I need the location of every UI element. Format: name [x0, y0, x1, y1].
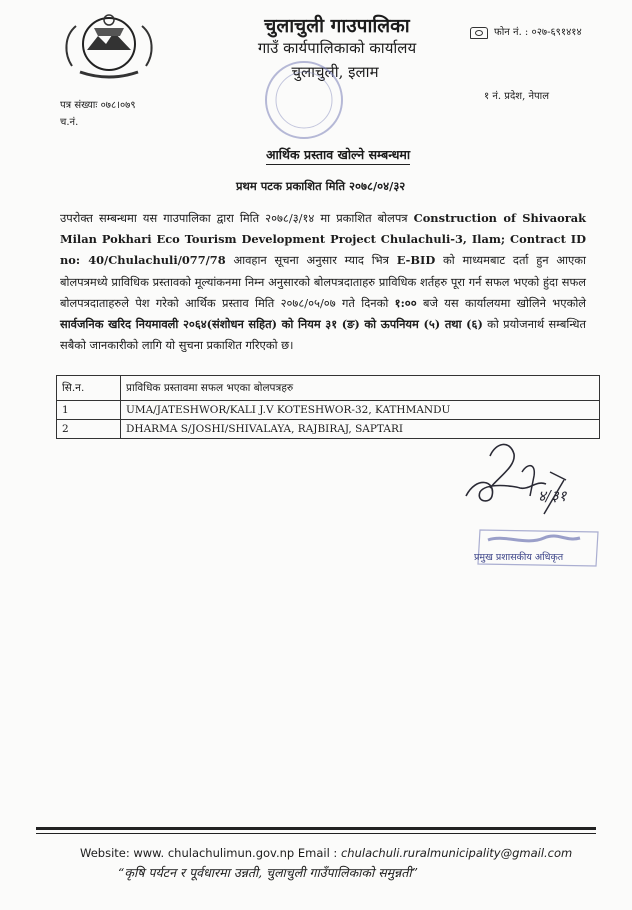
website-label: Website: [80, 846, 134, 860]
table-cell: 1 [57, 401, 121, 420]
office-subtitle: गाउँ कार्यपालिकाको कार्यालय [257, 39, 417, 57]
dispatch-number-label: च.नं. [60, 117, 79, 128]
government-emblem [54, 6, 164, 84]
website-link[interactable]: www. chulachulimun.gov.np [133, 846, 295, 860]
table-cell: 2 [57, 420, 121, 439]
successful-bidders-table [56, 375, 600, 439]
body-text-3: को माध्यमबाट दर्ता हुन आएका बोलपत्रमध्ये प्राविधिक प्रस्तावको मूल्यांकनमा निम्न अनुसारको बोलपत्रदाताहरु प्राविधिक शर्तहरु पूरा गर्न सफल भएको हुंदा सफल बोलपत्रदाताहरुले पेश गरेको आर्थिक प्रस्ताव मिति २०७८/०५/०७ गते दिनको [60, 253, 587, 310]
table-header-sn: सि.न. [57, 376, 121, 401]
publication-date: प्रथम पटक प्रकाशित मिति २०७८/०४/३२ [236, 179, 406, 193]
office-location: चुलाचुली, इलाम [291, 63, 379, 81]
handwritten-signature [456, 436, 596, 536]
body-text-5: को प्रयोजनार्थ सम्बन्धित सबैको जानकारीको लागि यो सुचना प्रकाशित गरिएको छ। [60, 317, 586, 353]
project-name: Construction of Shivaorak Milan Pokhari Eco Tourism Development Project Chulachuli-3, Ilam; Contract ID no: 40/Chulachuli/077/78 [60, 211, 586, 268]
officer-designation: प्रमुख प्रशासकीय अधिकृत [474, 552, 564, 563]
email-link[interactable]: chulachuli.ruralmunicipality@gmail.com [340, 846, 573, 860]
telephone-icon [470, 27, 488, 39]
footer-motto: “कृषि पर्यटन र पूर्वधारमा उन्नती, चुलाचुली गाउँपालिकाको समुन्नती” [118, 865, 419, 880]
phone-line [470, 24, 582, 39]
phone-value: ०२७-६९१४१४ [531, 27, 582, 38]
province-label: १ नं. प्रदेश, नेपाल [484, 91, 550, 102]
municipality-title: चुलाचुली गाउपालिका [264, 15, 410, 37]
ref-value: ०७८।०७९ [100, 100, 136, 111]
opening-time: १:०० [394, 295, 417, 310]
table-cell: UMA/JATESHWOR/KALI J.V KOTESHWOR-32, KATHMANDU [121, 401, 600, 420]
table-header-bidders: प्राविधिक प्रस्तावमा सफल भएका बोलपत्रहरु [121, 376, 600, 401]
table-row [57, 401, 600, 420]
body-text-4: बजे यस कार्यालयमा खोलिने भएकोले [416, 295, 586, 310]
reference-number [60, 97, 136, 111]
office-seal-stamp [262, 58, 346, 142]
footer-divider-thin [36, 833, 596, 834]
body-text-2: आवहान सूचना अनुसार म्याद भित्र [225, 253, 397, 268]
table-cell: DHARMA S/JOSHI/SHIVALAYA, RAJBIRAJ, SAPTARI [121, 420, 600, 439]
procurement-rule: सार्वजनिक खरिद नियमावली २०६४(संशोधन सहित) को नियम ३१ (ङ) को ऊपनियम (५) तथा (६) [60, 317, 483, 332]
table-header-row [57, 376, 600, 401]
notice-title: आर्थिक प्रस्ताव खोल्ने सम्बन्धमा [266, 146, 410, 165]
email-label: Email : [294, 846, 341, 860]
ebid-label: E-BID [396, 253, 436, 268]
phone-label: फोन नं. : [494, 27, 529, 38]
notice-body [60, 208, 586, 356]
ref-label: पत्र संख्याः [60, 100, 98, 111]
footer-contact [80, 846, 572, 860]
signature-date: ४/३१ [538, 487, 567, 505]
footer-divider [36, 827, 596, 830]
body-text-1: उपरोक्त सम्बन्धमा यस गाउपालिका द्वारा मिति २०७८/३/१४ मा प्रकाशित बोलपत्र [60, 211, 414, 225]
